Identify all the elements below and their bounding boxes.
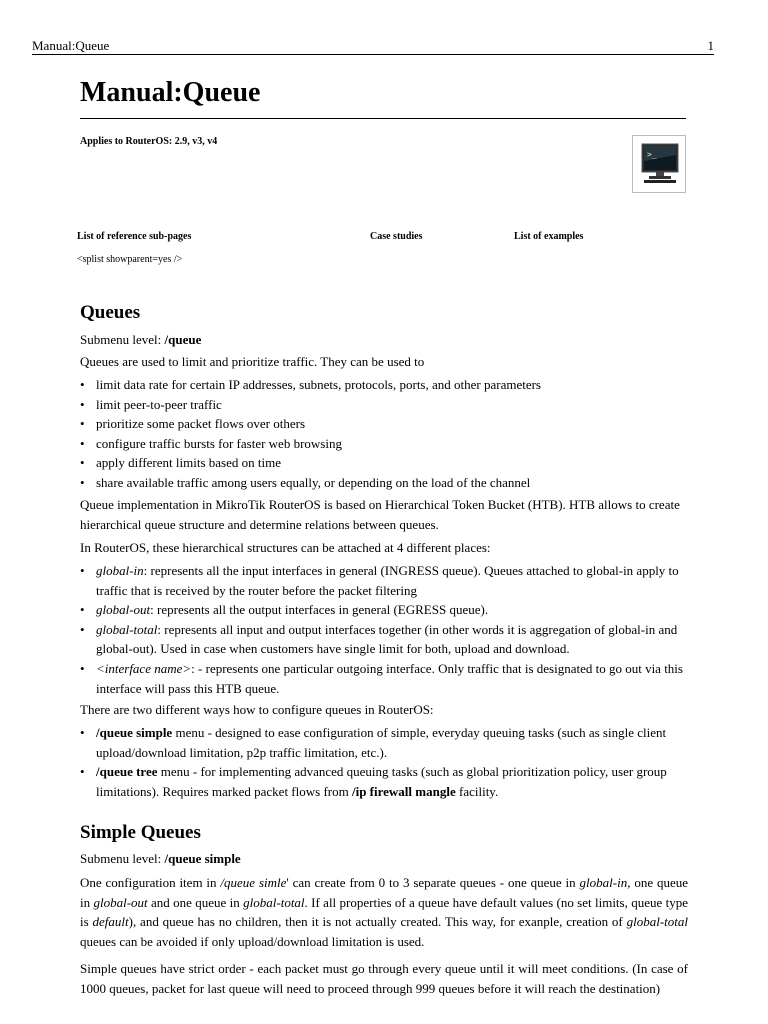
queues-intro: Queues are used to limit and prioritize traffic. They can be used to — [80, 354, 425, 369]
htb-paragraph: Queue implementation in MikroTik RouterOS is based on Hierarchical Token Bucket (HTB). HTB allows to create hierarchical queue structure and determine relations between queues. — [80, 497, 680, 532]
simple-paragraph-1: One configuration item in /queue simle' can create from 0 to 3 separate queues - one queue in global-in, one queue in global-out and one queue in global-total. If all properties of a queue have default values (no set limits, queue type is default), and queue has no children, then it is not actually created. This way, for exanple, creation of global-total queues can be avoided if only upload/download limitation is used. — [80, 875, 689, 949]
list-item: • prioritize some packet flows over others — [80, 414, 688, 434]
splist-tag: <splist showparent=yes /> — [77, 254, 183, 265]
menu-term: /queue simple — [96, 725, 173, 740]
ways-intro: There are two different ways how to configure queues in RouterOS: — [80, 702, 434, 717]
list-item: • apply different limits based on time — [80, 453, 688, 473]
list-item: • /queue tree menu - for implementing advanced queuing tasks (such as global prioritization policy, user group limitations). Requires marked packet flows from /ip firewall mangle facility. — [80, 762, 688, 801]
list-item: • global-out: represents all the output interfaces in general (EGRESS queue). — [80, 600, 688, 620]
list-item: • <interface name>: - represents one particular outgoing interface. Only traffic that is designated to go out via this interface will pass this HTB queue. — [80, 659, 688, 698]
queue-uses-list — [80, 375, 688, 493]
queues-heading: Queues — [80, 302, 141, 323]
simple-submenu-line — [80, 849, 688, 869]
list-item: • share available traffic among users equally, or depending on the load of the channel — [80, 473, 688, 493]
applies-to: Applies to RouterOS: 2.9, v3, v4 — [80, 136, 218, 147]
submenu-prefix: Submenu level: — [80, 332, 165, 347]
simple-paragraph-2: Simple queues have strict order - each packet must go through every queue until it will meet conditions. (In case of 1000 queues, packet for last queue will need to proceed through 999 queues before it will reach the destination) — [80, 961, 688, 996]
place-term: <interface name> — [96, 660, 192, 676]
list-item: • global-total: represents all input and output interfaces together (in other words it is aggregation of global-in and global-out). Used in case when customers have single limit for both, upload and download. — [80, 620, 688, 659]
submenu-prefix: Submenu level: — [80, 851, 165, 866]
svg-text:>_: >_ — [647, 150, 657, 159]
list-item: • global-in: represents all the input interfaces in general (INGRESS queue). Queues attached to global-in apply to traffic that is received by the router before the packet filtering — [80, 561, 688, 600]
place-term: global-in — [96, 563, 144, 578]
list-item: • /queue simple menu - designed to ease configuration of simple, everyday queuing tasks (such as single client upload/download limitation, p2p traffic limitation, etc.). — [80, 723, 688, 762]
list-item: • limit data rate for certain IP addresses, subnets, protocols, ports, and other parameters — [80, 375, 688, 395]
place-term: global-out — [96, 602, 151, 618]
config-ways-list — [80, 723, 688, 801]
submenu-path: /queue — [164, 332, 202, 347]
page-title: Manual:Queue — [80, 76, 686, 119]
list-item: • limit peer-to-peer traffic — [80, 395, 688, 415]
case-studies-link[interactable]: Case studies — [370, 231, 423, 242]
places-intro: In RouterOS, these hierarchical structures can be attached at 4 different places: — [80, 540, 491, 555]
menu-term: /ip firewall mangle — [351, 783, 456, 799]
page-number: 1 — [707, 38, 714, 53]
place-term: global-total — [96, 621, 158, 637]
simple-queues-heading: Simple Queues — [80, 822, 201, 843]
reference-subpages-link[interactable]: List of reference sub-pages — [77, 231, 192, 242]
examples-link[interactable]: List of examples — [514, 231, 584, 242]
attach-places-list — [80, 561, 688, 698]
terminal-monitor-icon — [632, 135, 686, 193]
running-header-title: Manual:Queue — [32, 38, 110, 53]
list-item: • configure traffic bursts for faster web browsing — [80, 434, 688, 454]
submenu-path: /queue simple — [164, 851, 241, 866]
queues-submenu-line — [80, 330, 688, 350]
running-header — [32, 38, 714, 55]
menu-term: /queue tree — [96, 764, 158, 780]
